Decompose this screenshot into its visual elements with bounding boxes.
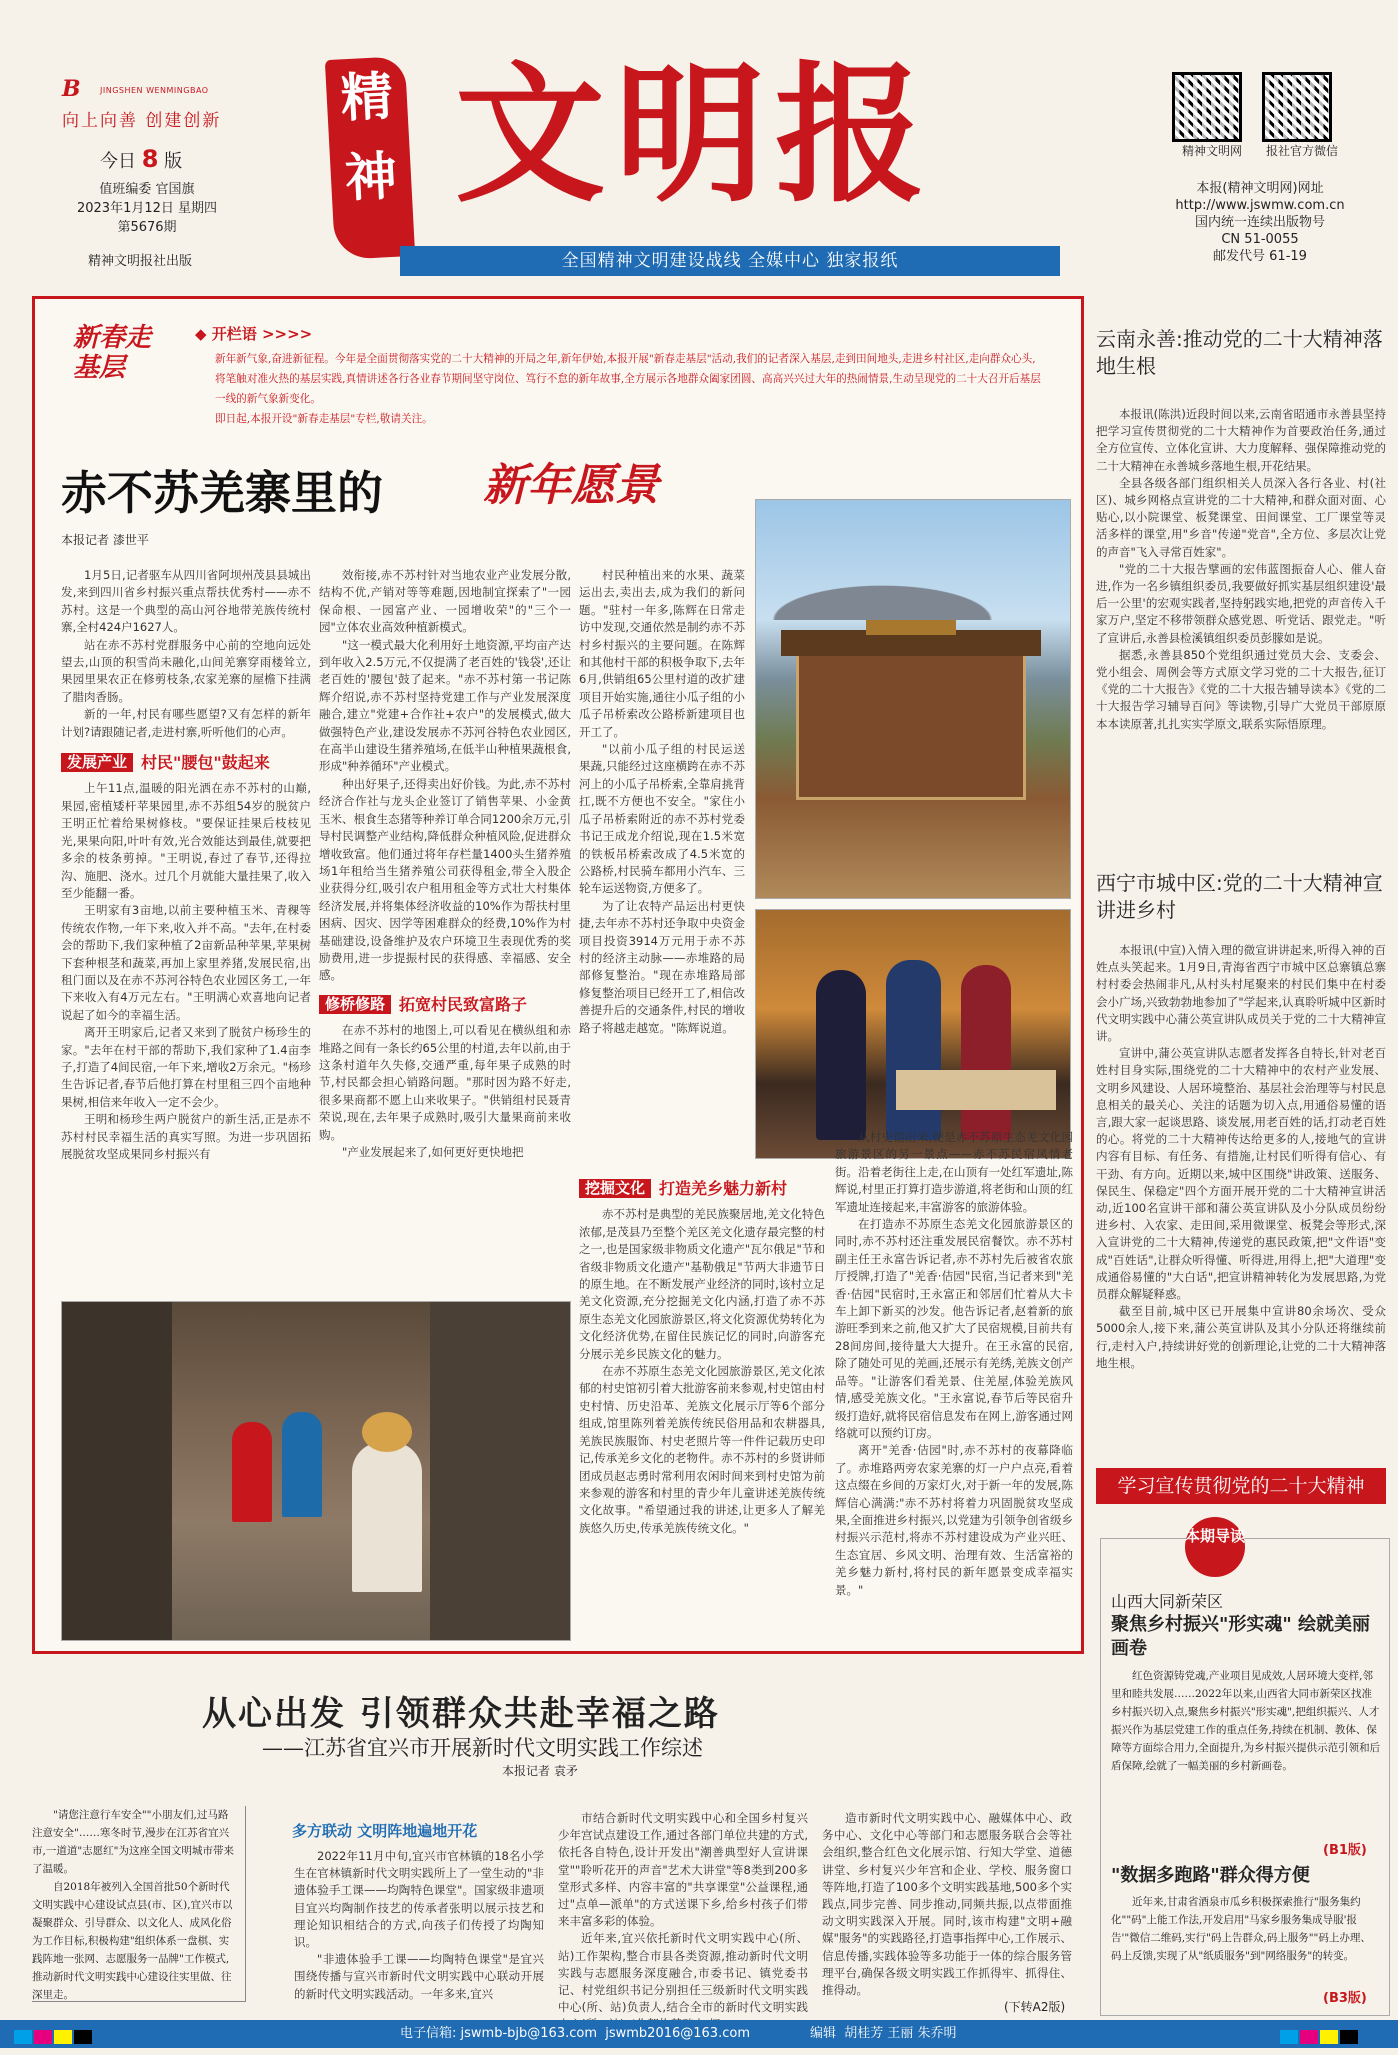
color-swatch	[54, 2030, 72, 2044]
newspaper-title: 文明报	[455, 47, 936, 223]
subhead-industry: 发展产业 村民"腰包"鼓起来	[61, 753, 311, 772]
masthead-info: 本报(精神文明网)网址 http://www.jswmw.com.cn 国内统一连续出版物号 CN 51-0055 邮发代号 61-19	[1170, 180, 1350, 265]
guide-box	[1100, 1527, 1390, 2016]
bottom-article	[32, 1662, 1088, 2018]
guide-1-title[interactable]: 聚焦乡村振兴"形实魂" 绘就美丽画卷	[1111, 1614, 1371, 1659]
color-swatch	[1300, 2030, 1318, 2044]
today-pages: 今日 8 版	[100, 145, 183, 173]
footer-editors: 编辑 胡桂芳 王丽 朱乔明	[810, 2026, 957, 2041]
feature-headline-accent: 新年愿景	[483, 460, 659, 511]
footer-email: 电子信箱: jswmb-bjb@163.com jswmb2016@163.com	[400, 2026, 750, 2041]
issue-number: 第5676期	[117, 220, 177, 235]
qr-website[interactable]: 精神文明网	[1172, 72, 1252, 159]
sidebar-article-2-body: 本报讯(中宣)入情入理的微宣讲讲起来,听得入神的百姓点头笑起来。1月9日,青海省西宁市城中区总寨镇总寨村村委会热闹非凡,从村头村尾聚来的村民们集中在村委会小广场,兴致勃勃地参加了"学起来,认真聆听城中区新时代文明实践中心蒲公英宣讲队成员关于党的二十大精神宣讲。 宣讲中,蒲公英宣讲队志愿者发挥各自特长,针对老百姓村目身实际,围绕党的二十大精神中的农村产业发展、文明乡风建设、人居环境整治、基层社会治理等与村民息息相关的最关心、关注的话题为切入点,用通俗易懂的语言,跟大家一起谈思路、谈发展,用老百姓的话,打动老百姓的心。将党的二十大精神传达给更多的人,接地气的宣讲内容有目标、有任务、有措施,让村民们听得有信心、有干劲、有方向。近期以来,城中区围绕"讲政策、送服务、保民生、保稳定"四个方面开展开党的二十大精神宣讲活动,近100名宣讲干部和蒲公英宣讲队及小分队成员纷纷进乡村、入农家、走田间,采用微课堂、板凳会等形式,深入宣讲党的二十大精神,传递党的惠民政策,把"文件语"变成"百姓话",让群众听得懂、听得进,用得上,把"大道理"变成通俗易懂的"大白话",把宣讲精神转化为发展思路,为党员群众解疑释惑。 截至目前,城中区已开展集中宣讲80余场次、受众5000余人,接下来,蒲公英宣讲队及其小分队还将继续前行,走村入户,持续讲好党的创新理论,让党的二十大精神落地生根。	[1096, 943, 1386, 1370]
qr-code-icon	[1172, 72, 1242, 142]
guide-2-title[interactable]: "数据多跑路"群众得方便	[1111, 1865, 1310, 1886]
subhead-culture: 挖掘文化 打造羌乡魅力新村	[579, 1179, 825, 1198]
bottom-byline: 本报记者 袁矛	[502, 1764, 578, 1778]
color-swatch	[1320, 2030, 1338, 2044]
article-col-4: 挖掘文化 打造羌乡魅力新村 赤不苏村是典型的羌民族聚居地,羌文化特色浓郁,是茂县乃至整个羌区羌文化遗存最完整的村之一,也是国家级非物质文化遗产"瓦尔俄足"节和省级非物质文化遗产"基勒俄足"节两大非遗节日的原生地。在不断发展产业经济的同时,该村立足羌文化资源,充分挖掘羌文化内涵,打造了赤不苏原生态羌文化园旅游景区,将文化资源优势转化为文化经济优势,在留住民族记忆的同时,向游客充分展示羌乡民族文化的魅力。 在赤不苏原生态羌文化园旅游景区,羌文化浓郁的村史馆初引着大批游客前来参观,村史馆由村史村情、历史沿革、羌族文化展示厅等6个部分组成,馆里陈列着羌族传统民俗用品和农耕器具,羌族民族服饰、村史老照片等一件件记载历史印记,传承羌乡文化的老物件。赤不苏村的乡贤讲师团成员赵志勇时常利用农闲时间来到村史馆为前来参观的游客和村里的青少年儿童讲述羌族传统文化故事。"希望通过我的讲述,让更多人了解羌族悠久历史,传承羌族传统文化。"	[579, 1179, 825, 1535]
article-col-2: 效衔接,赤不苏村针对当地农业产业发展分散,结构不优,产销对等等难题,因地制宜探索了"一园保命根、一园富产业、一园增收荣"的"三个一园"立体农业高效种植新模式。 "这一模式最大化利用好土地资源,平均亩产达到年收入2.5万元,不仅提满了老百姓的'钱袋',还让老百姓的'腰包'鼓了起来。"赤不苏村第一书记陈辉介绍说,赤不苏村坚持党建工作与产业发展深度融合,建立"党建+合作社+农户"的发展模式,做大做强特色产业,建设发展赤不苏河谷特色农业园区,在高半山建设生猪养殖场,在低半山种植果蔬根食,形成"种养循环"产业模式。 种出好果子,还得卖出好价钱。为此,赤不苏村经济合作社与龙头企业签订了销售苹果、小金黄玉米、根食生态猪等种养订单合同1200余万元,引导村民调整产业结构,降低群众种植风险,促进群众增收致富。他们通过将年存栏量1400头生猪养殖场1年租给当生猪养殖公司获得租金,带全入股企业获得分红,吸引农户租用租金等方式壮大村集体经济发展,并将集体经济收益的10%作为帮扶村里困病、因灾、因学等困难群众的经费,10%作为村基础建设,设备维护及农户环境卫生表现优秀的奖励费用,进一步提振村民的获得感、幸福感、安全感。 修桥修路 拓宽村民致富路子 在赤不苏村的地图上,可以看见在横纵组和赤堆路之间有一条长约65公里的村道,去年以前,由于这条村道年久失修,交通严重,每年果子成熟的时节,村民都会担心销路问题。"那时因为路不好走,很多果商都不愿上山来收果子。"供销组村民聂青荣说,现在,去年果子成熟时,吸引大量果商前来收购。 "产业发展起来了,如何更好更快地把	[319, 568, 571, 1159]
subhead-roads: 修桥修路 拓宽村民致富路子	[319, 995, 571, 1014]
article-col-3: 村民种植出来的水果、蔬菜运出去,卖出去,成为我们的新问题。"驻村一年多,陈辉在日常走访中发现,交通依然是制约赤不苏村乡村振兴的主要问题。在陈辉和其他村干部的积极争取下,去年6月,供销组65公里村道的改扩建项目开始实施,通往小瓜子组的小瓜子吊桥索改公路桥新建项目也开工了。 "以前小瓜子组的村民运送果蔬,只能经过这座横跨在赤不苏河上的小瓜子吊桥索,全靠肩挑背扛,既不方便也不安全。"家住小瓜子吊桥索附近的赤不苏村党委书记王成龙介绍说,现在1.5米宽的铁板吊桥索改成了4.5米宽的公路桥,村民骑车都用小汽车、三轮车运送物资,方便多了。 为了让农特产品运出村更快捷,去年赤不苏村还争取中央资金项目投资3914万元用于赤不苏村的经济主动脉——赤堆路的局部修复整治。"现在赤堆路局部修复整治项目已经开工了,相信改善提升后的交通条件,村民的增收路子将越走越宽。"陈辉说道。	[579, 568, 745, 1035]
photo-villagers-cooking	[755, 909, 1071, 1159]
masthead-banner: 全国精神文明建设战线 全媒中心 独家报纸	[400, 246, 1060, 276]
sidebar-article-2-title: 西宁市城中区:党的二十大精神宣讲进乡村	[1096, 871, 1383, 922]
color-swatch	[1340, 2030, 1358, 2044]
color-swatch	[74, 2030, 92, 2044]
site-url: http://www.jswmw.com.cn	[1175, 198, 1345, 213]
bottom-subhead: 多方联动 文明阵地遍地开花	[292, 1822, 478, 1840]
article-col-5: 从村史馆出来,便是赤不苏原生态羌文化园旅游景区的另一景点——赤不苏民宿风情老街。沿着老街往上走,在山顶有一处红军遗址,陈辉说,村里正打算打造步游道,将老街和山顶的红军遗址连接起来,丰富游客的旅游体验。 在打造赤不苏原生态羌文化园旅游景区的同时,赤不苏村还注重发展民宿餐饮。赤不苏村副主任王永富告诉记者,赤不苏村先后被省农旅厅授牌,打造了"羌香·佶园"民宿,当记者来到"羌香·佶园"民宿时,王永富正和邻居们忙着从大卡车上卸下新买的沙发。他告诉记者,赵着新的旅游旺季到来之前,他又扩大了民宿规模,目前共有28间房间,接待量大大提升。在王永富的民宿,除了随处可见的羌画,还展示有羌绣,羌族文创产品等。"让游客们看羌景、住羌屋,体验羌族风情,感受羌族文化。"王永富说,春节后等民宿升级打造好,就将民宿信息发布在网上,游客通过网络就可以预约订房。 离开"羌香·佶园"时,赤不苏村的夜幕降临了。赤堆路两旁农家羌寨的灯一户户点亮,看着这点缀在乡间的万家灯火,对于新一年的发展,陈辉信心满满:"赤不苏村将着力巩固脱贫攻坚成果,全面推进乡村振兴,以党建为引领争创省级乡村振兴示范村,将赤不苏村建设成为产业兴旺、生态宜居、乡风文明、治理有效、生活富裕的羌乡魅力新村,将村民的新年愿景变成幸福实景。"	[835, 1130, 1073, 1597]
column-badge: 新春走基层	[73, 323, 152, 383]
bottom-headline: 从心出发 引领群众共赴幸福之路	[202, 1694, 720, 1734]
footer-bar	[0, 2020, 1398, 2048]
guide-badge: 本期导读	[1185, 1517, 1245, 1577]
bottom-subtitle: ——江苏省宜兴市开展新时代文明实践工作综述	[262, 1736, 703, 1760]
photo-village-house	[755, 499, 1071, 899]
email-2[interactable]: jswmb2016@163.com	[605, 2026, 750, 2041]
qr-code-icon	[1262, 72, 1332, 142]
email-1[interactable]: jswmb-bjb@163.com	[460, 2026, 597, 2041]
continued-note[interactable]: (下转A2版)	[1004, 2000, 1066, 2014]
qr-wechat[interactable]: 报社官方微信	[1262, 72, 1342, 159]
feature-headline: 赤不苏羌寨里的	[61, 466, 383, 520]
duty-editors: 值班编委 官国旗	[99, 182, 195, 197]
slogan: 向上向善 创建创新	[62, 111, 222, 131]
print-color-bar-right	[1280, 2027, 1360, 2055]
photo-festival-parade	[61, 1301, 571, 1641]
brand-logo: B JINGSHEN WENMINGBAO	[62, 76, 209, 102]
color-swatch	[34, 2030, 52, 2044]
sidebar-article-1-body: 本报讯(陈洪)近段时间以来,云南省昭通市永善县坚持把学习宣传贯彻党的二十大精神作为首要政治任务,通过全方位宣传、立体化宣讲、大力度解释、强保障推动党的二十大精神在永善城乡落地生根,开花结果。 全县各级各部门组织相关人员深入各行各业、村(社区)、城乡网格点宣讲党的二十大精神,和群众面对面、心贴心,以小院课堂、板凳课堂、田间课堂、工厂课堂等灵活多样的课堂,用"乡音"传递"党音",全方位、多层次让党的声音"飞入寻常百姓家"。 "党的二十大报告擘画的宏伟蓝图振奋人心、催人奋进,作为一名乡镇组织委员,我要做好抓实基层组织建设'最后一公里'的宏观实践者,坚持躬践实地,把党的声音传入千家万户,坚定不移带领群众感党恩、听党话、跟党走。"听了宣讲后,永善县检溪镇组织委员彭朦如是说。 据悉,永善县850个党组织通过党员大会、支委会、党小组会、周例会等方式原文学习党的二十大报告,征订《党的二十大报告》《党的二十大报告辅导读本》《党的二十大报告学习辅导百问》等读物,引导广大党员干部原原本本读原著,扎扎实实学原文,联系实际悟原理。	[1096, 407, 1386, 731]
sidebar	[1096, 296, 1390, 2016]
title-seal: 精 神	[325, 56, 415, 260]
guide-1-kicker: 山西大同新荣区	[1111, 1592, 1224, 1611]
color-swatch	[1280, 2030, 1298, 2044]
kaiping-label: ◆ 开栏语 >>>>	[195, 325, 313, 343]
publisher: 精神文明报社出版	[88, 254, 193, 269]
color-swatch	[14, 2030, 32, 2044]
bottom-col-1: 2022年11月中旬,宜兴市官林镇的18名小学生在官林镇新时代文明实践所上了一堂生动的"非遗体验手工课——均陶特色课堂"。国家级非遗项目宜兴均陶制作技艺的传承者张明以展示技艺和理论知识相结合的方式,向孩子们传授了均陶知识。 "非遗体验手工课——均陶特色课堂"是宜兴围绕传播与宣兴市新时代文明实践中心联动开展的新时代文明实践活动。一年多来,宜兴	[294, 1849, 544, 2001]
guide-1-text: 红色资源铸党魂,产业项目见成效,人居环境大变样,邻里和睦共发展……2022年以来,山西省大同市新荣区找准乡村振兴切入点,聚焦乡村振兴"形实魂",把组织振兴、人才振兴作为基层党建工作的重点任务,持续在机制、教体、保障等方面综合用力,全面提升,为乡村振兴提供示范引领和后盾保障,绘就了一幅美丽的乡村新画卷。	[1111, 1670, 1381, 1772]
guide-2-page-ref[interactable]: (B3版)	[1323, 1991, 1367, 2006]
article-col-1: 1月5日,记者驱车从四川省阿坝州茂县县城出发,来到四川省乡村振兴重点帮扶优秀村——赤不苏村。这是一个典型的高山河谷地带羌族传统村寨,全村424户1627人。 站在赤不苏村党群服务中心前的空地向远处望去,山顶的积雪尚未融化,山间羌寨穿雨楼耸立,果园里果农正在修剪枝条,农家羌寨的屋檐下挂满了腊肉香肠。 新的一年,村民有哪些愿望?又有怎样的新年计划?请跟随记者,走进村寨,听听他们的心声。 发展产业 村民"腰包"鼓起来 上午11点,温暖的阳光洒在赤不苏村的山巅,果园,密植矮杆苹果园里,赤不苏组54岁的脱贫户王明正忙着给果树修枝。"要保证挂果后枝枝见光,果果向阳,叶叶有效,光合效能达到最佳,就要把多余的枝条剪掉。"王明说,春过了春节,还得拉沟、施肥、浇水。过几个月就能大量挂果了,收入至少能翻一番。 王明家有3亩地,以前主要种植玉米、青稞等传统农作物,一年下来,收入并不高。"去年,在村委会的帮助下,我们家种植了2亩新品种苹果,苹果树下套种根茎和蔬菜,再加上家里养猪,发展民宿,出租门面以及在赤不苏河谷特色农业园区务工,一年下来收入有4万元左右。"王明满心欢喜地向记者说起了如今的幸福生活。 离开王明家后,记者又来到了脱贫户杨珍生的家。"去年在村干部的帮助下,我们家种了1.4亩李子,打造了4间民宿,一年下来,增收2万余元。"杨珍生告诉记者,春节后他打算在村里租三四个亩地种果树,相信来年收入一定不会少。 王明和杨珍生两户脱贫户的新生活,正是赤不苏村村民幸福生活的真实写照。为进一步巩固拓展脱贫攻坚成果同乡村振兴有	[61, 568, 311, 1161]
bottom-col-2: 市结合新时代文明实践中心和全国乡村复兴少年宫试点建设工作,通过各部门单位共建的方式,依托各自特色,设计开发出"潮善典型好人宣讲课堂""聆听花开的声音"艺术大讲堂"等8类到200多堂形式多样、内容丰富的"共享课堂"公益课程,通过"点单—派单"的方式送课下乡,给乡村孩子们带来丰富多彩的体验。 近年来,宜兴依托新时代文明实践中心(所、站)工作架构,整合市县各类资源,推动新时代文明实践与志愿服务深度融合,市委书记、镇党委书记、村党组织书记分别担任三级新时代文明实践中心(所、站)负责人,结合全市的新时代文明实践	[558, 1811, 808, 2015]
byline: 本报记者 漆世平	[61, 533, 149, 547]
column-intro: 新年新气象,奋进新征程。今年是全面贯彻落实党的二十大精神的开局之年,新年伊始,本报开展"新春走基层"活动,我们的记者深入基层,走到田间地头,走进乡村社区,走向群众心头,将笔触对准火热的基层实践,真情讲述各行各业春节期间坚守岗位、笃行不怠的新年故事,全方展示各地群众阖家团圆、高高兴兴过大年的热闹情景,生动呈现党的二十大召开后基层一线的新气象新变化。 即日起,本报开设"新春走基层"专栏,敬请关注。	[215, 353, 1041, 425]
bottom-intro: "请您注意行车安全""小朋友们,过马路注意安全"……寒冬时节,漫步在江苏省宜兴市,一道道"志愿红"为这座全国文明城市带来了温暖。 自2018年被列入全国首批50个新时代文明实践中心建设试点县(市、区),宜兴市以凝聚群众、引导群众、以文化人、成风化俗为工作目标,积极构建"组织体系一盘棋、实践阵地一张网、志愿服务一品牌"工作模式,推动新时代文明实践中心建设往实里做、往深里走。	[32, 1806, 246, 2002]
feature-article	[32, 296, 1084, 1654]
sidebar-article-1-title: 云南永善:推动党的二十大精神落地生根	[1096, 327, 1383, 378]
guide-2-text: 近年来,甘肃省酒泉市瓜乡积极探索推行"服务集约化""码"上能工作法,开发启用"马家乡服务集成导服'报告'"微信二维码,实行"码上告群众,码上服务""码上办理、码上反馈,实现了从"纸质服务"到"网络服务"的转变。	[1111, 1896, 1371, 1962]
bottom-col-3: 造市新时代文明实践中心、融媒体中心、政务中心、文化中心等部门和志愿服务联合会等社会组织,整合红色文化展示馆、行知大学堂、道德讲堂、乡村复兴少年宫和企业、学校、服务窗口等阵地,打造了100多个文明实践基地,500多个实践点,同步完善、同步推动,同频共振,以点带面推动文明实践深入开展。同时,该市构建"文明+融媒"服务"的实践路径,打造事指挥中心,工作展示、信息传播,实践体验等多功能于一体的综合服务管理平台,确保各级文明实践工作抓得牢、抓得住、推得动。	[822, 1811, 1072, 1998]
issue-date: 2023年1月12日 星期四	[76, 201, 218, 216]
section-banner: 学习宣传贯彻党的二十大精神	[1096, 1468, 1386, 1504]
masthead	[0, 0, 1398, 282]
print-color-bar	[14, 2027, 94, 2055]
guide-1-page-ref[interactable]: (B1版)	[1323, 1843, 1367, 1858]
